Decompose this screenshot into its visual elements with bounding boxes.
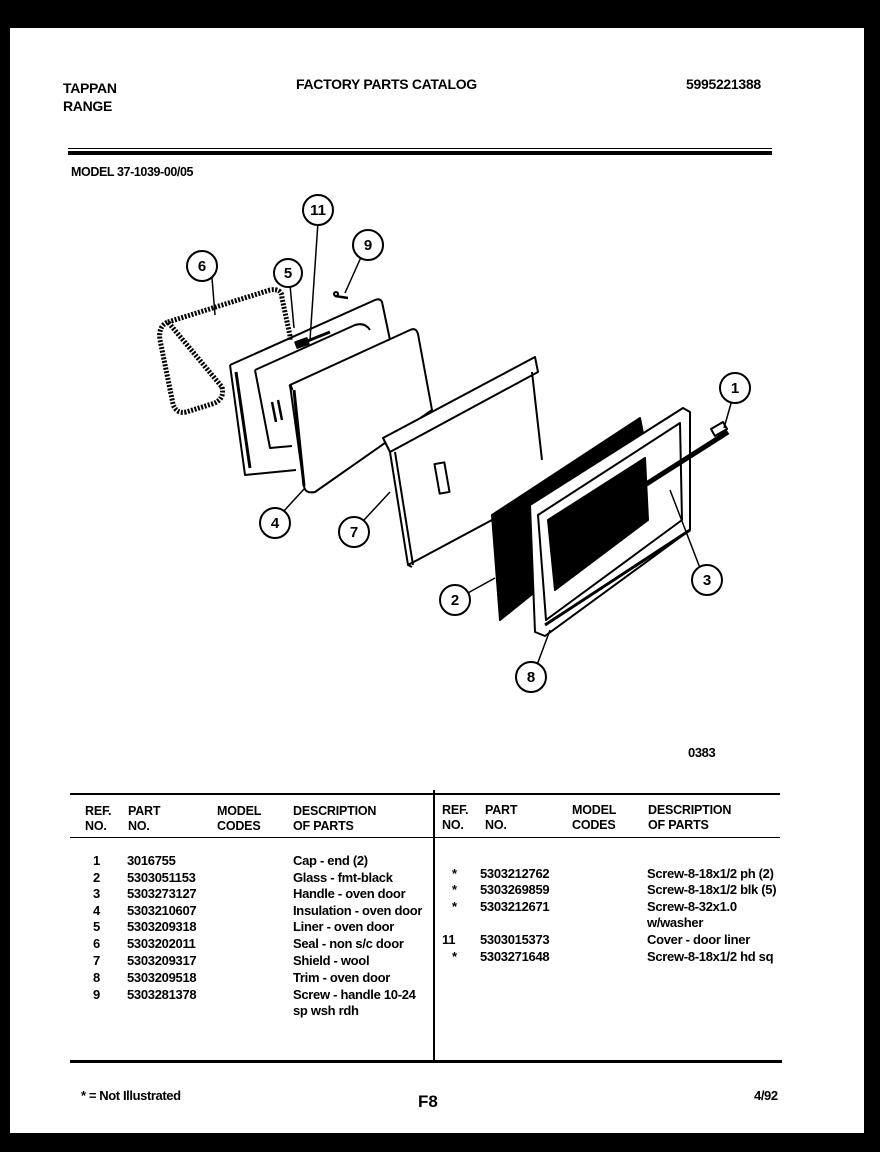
svg-text:9: 9 — [363, 237, 373, 254]
svg-text:6: 6 — [197, 258, 207, 275]
figure-code: 0383 — [688, 745, 716, 760]
page-title: FACTORY PARTS CATALOG — [296, 76, 477, 92]
svg-text:1: 1 — [730, 380, 740, 397]
page-number: F8 — [418, 1092, 438, 1111]
revision-date: 4/92 — [754, 1088, 778, 1103]
svg-text:7: 7 — [349, 524, 359, 541]
table-bottom-rule — [70, 1060, 782, 1063]
header-part-no-left: PART NO. — [128, 804, 161, 833]
header-part-no-right: PART NO. — [485, 803, 518, 832]
table-header-rule — [70, 837, 780, 838]
header-description-left: DESCRIPTION OF PARTS — [293, 804, 377, 833]
brand-line-2: RANGE — [63, 98, 113, 114]
header-ref-no-right: REF. NO. — [442, 803, 469, 832]
svg-text:3: 3 — [702, 572, 712, 589]
svg-text:5: 5 — [283, 265, 293, 282]
header-ref-no-left: REF. NO. — [85, 804, 112, 833]
not-illustrated-note: * = Not Illustrated — [81, 1088, 181, 1103]
header-model-codes-left: MODEL CODES — [217, 804, 262, 833]
brand-line-1: TAPPAN — [63, 80, 117, 96]
svg-text:11: 11 — [310, 202, 326, 219]
header-model-codes-right: MODEL CODES — [572, 803, 617, 832]
header-description-right: DESCRIPTION OF PARTS — [648, 803, 732, 832]
svg-text:8: 8 — [526, 669, 536, 686]
svg-text:2: 2 — [450, 592, 460, 609]
insulation-drawing — [290, 329, 432, 492]
table-divider — [433, 790, 435, 1062]
seal-gasket-drawing — [160, 290, 290, 413]
catalog-number: 5995221388 — [686, 76, 761, 92]
table-top-rule — [70, 793, 780, 795]
model-number: MODEL 37-1039-00/05 — [71, 165, 194, 179]
svg-text:4: 4 — [270, 515, 280, 532]
